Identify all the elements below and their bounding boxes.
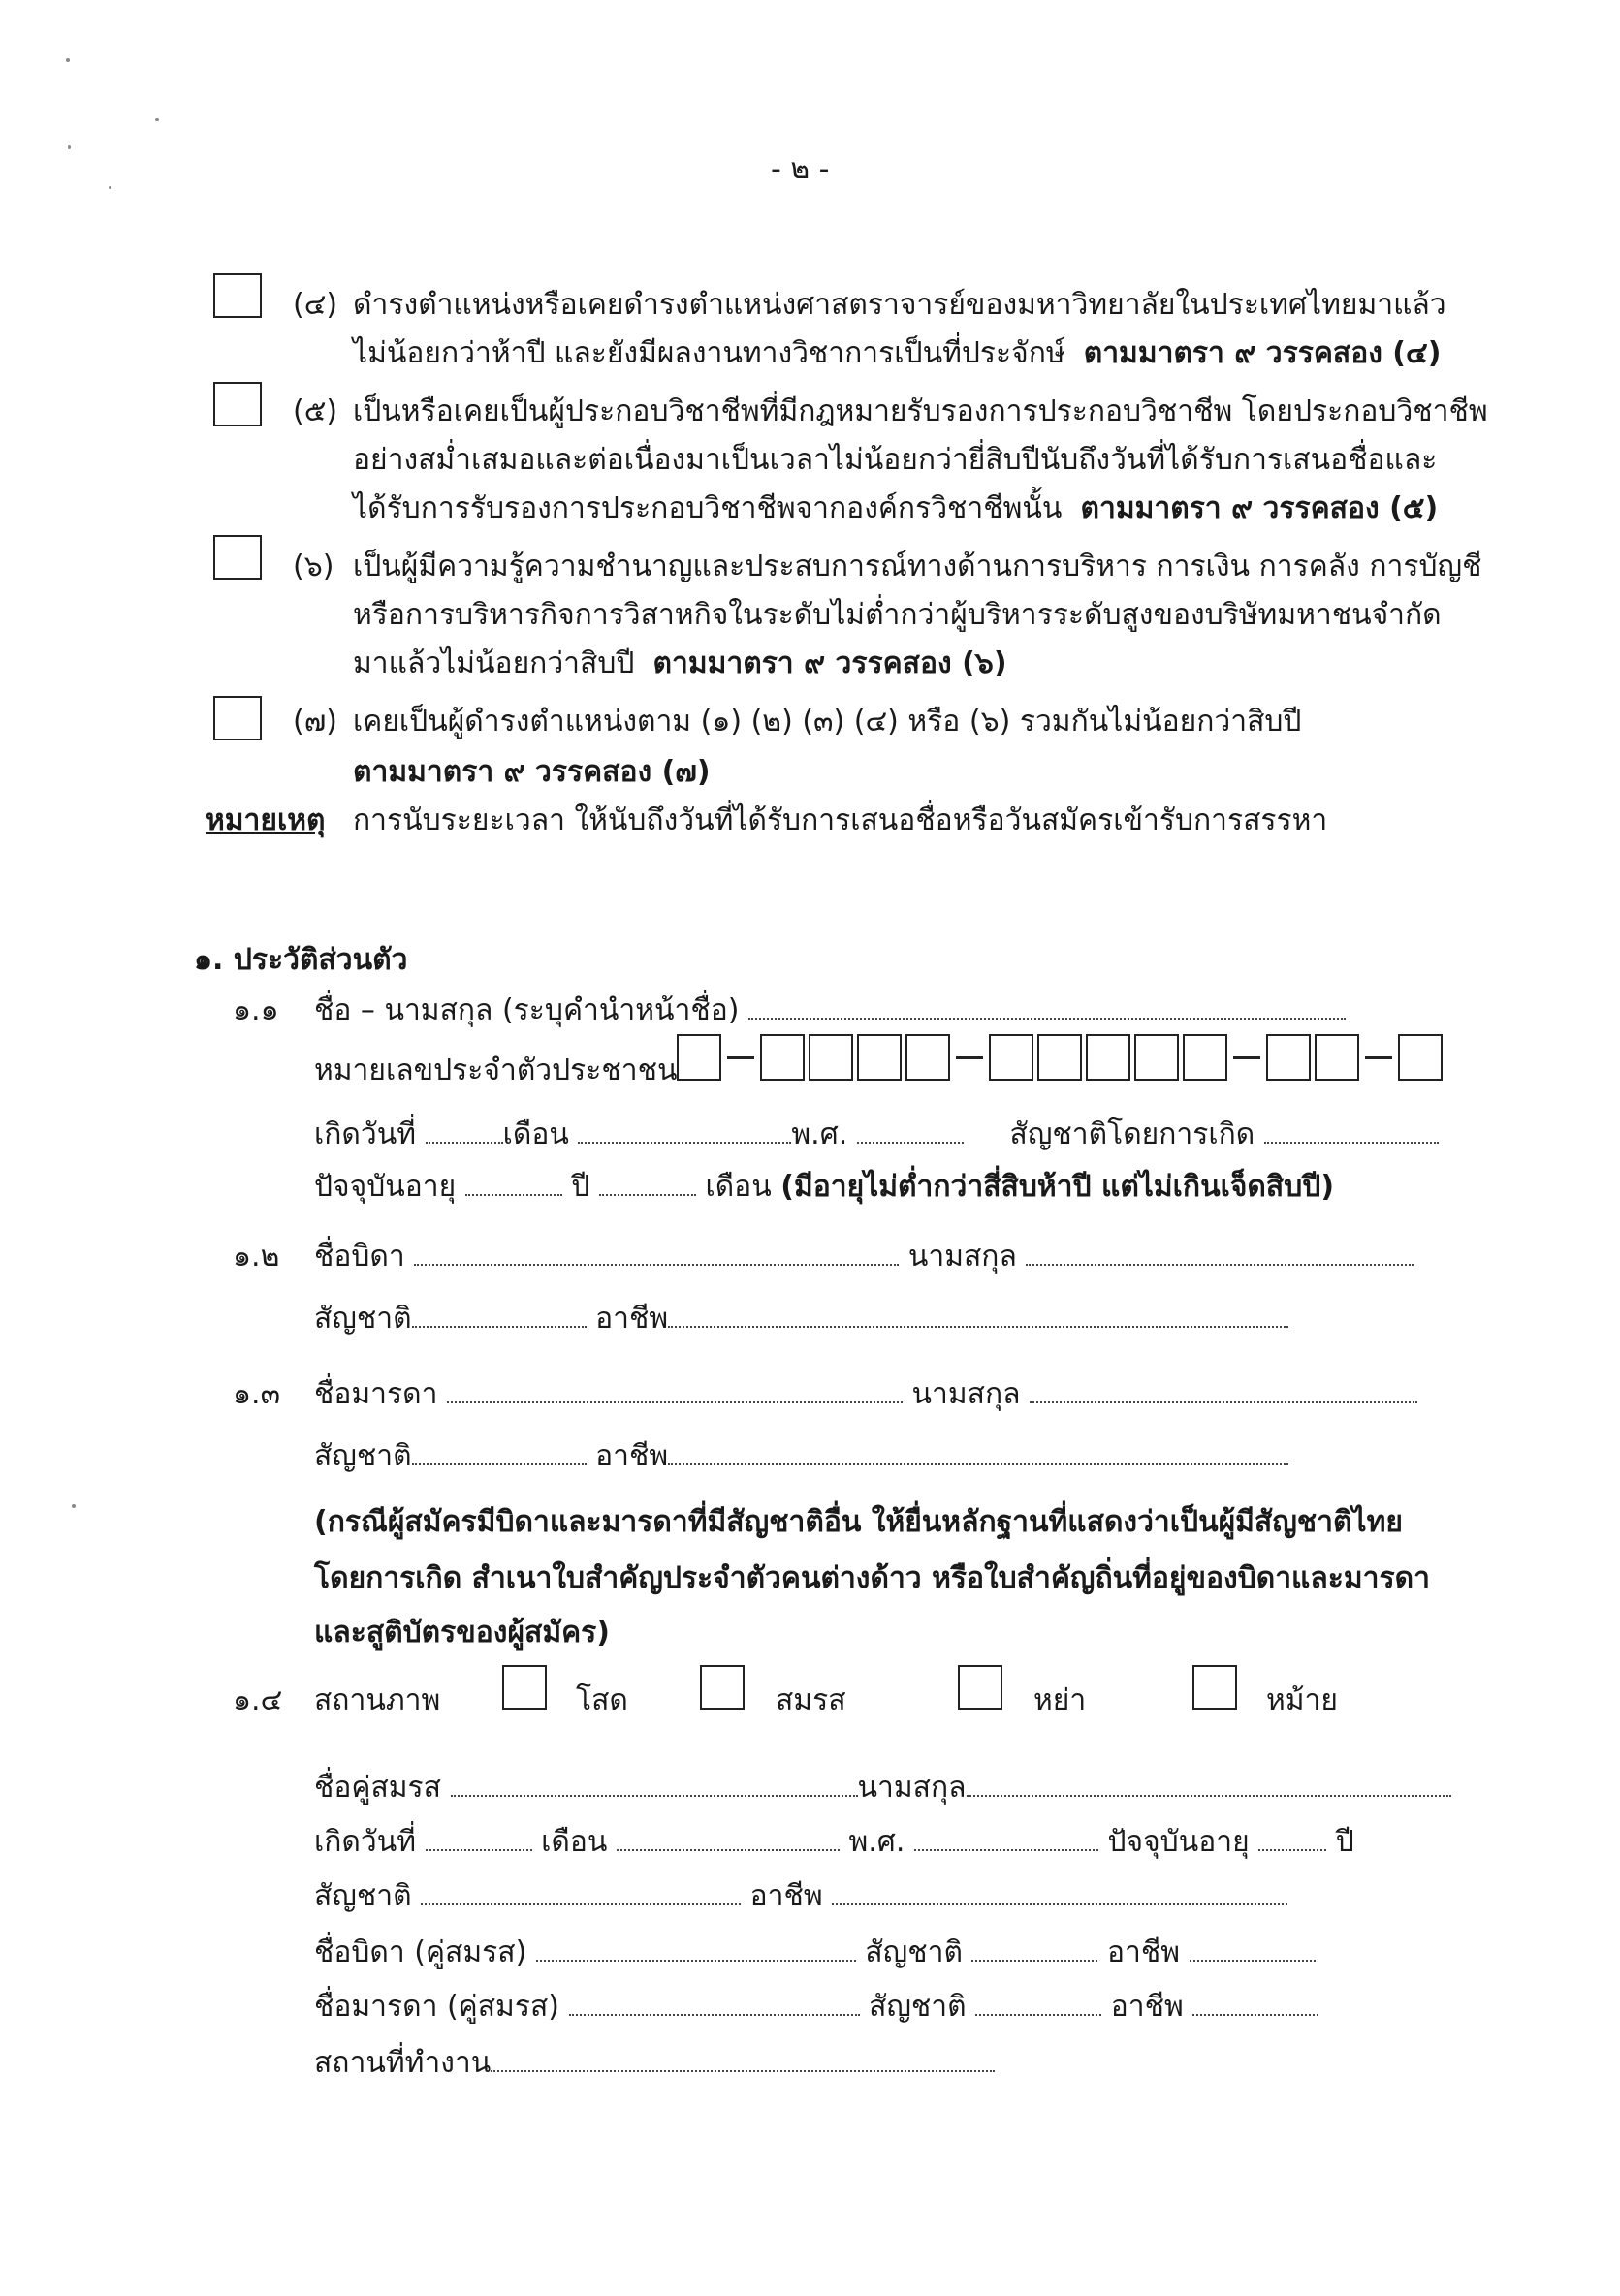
s11-month-field[interactable] (578, 1141, 791, 1144)
qualification-5-line1: เป็นหรือเคยเป็นผู้ประกอบวิชาชีพที่มีกฎหมายรับรองการประกอบวิชาชีพ โดยประกอบวิชาชีพ (353, 394, 1488, 428)
s13-occupation-label: อาชีพ (595, 1439, 669, 1473)
status-divorced-checkbox[interactable] (958, 1665, 1002, 1710)
spouse-surname-label: นามสกุล (857, 1771, 967, 1805)
spouse-age-field[interactable] (1258, 1848, 1326, 1851)
status-married-label: สมรส (776, 1683, 846, 1717)
s12-occupation-field[interactable] (668, 1325, 1288, 1328)
s11-name-row (314, 987, 1346, 1035)
status-single-checkbox[interactable] (502, 1665, 547, 1710)
spouse-mother-row (314, 1983, 1318, 2031)
status-single-label: โสด (576, 1683, 628, 1717)
id-digit-box[interactable] (1183, 1034, 1227, 1081)
note-label: หมายเหตุ (206, 803, 326, 837)
id-digit-box[interactable] (1037, 1034, 1082, 1081)
id-digit-box[interactable] (760, 1034, 805, 1081)
spouse-workplace-field[interactable] (491, 2069, 995, 2072)
qualification-7-number: (๗) (293, 705, 337, 739)
s11-age-label: ปัจจุบันอายุ (314, 1170, 457, 1204)
status-widowed-label: หม้าย (1266, 1683, 1338, 1717)
scan-speck (66, 58, 70, 62)
spouse-father-label: ชื่อบิดา (คู่สมรส) (314, 1935, 527, 1969)
spouse-age-label: ปัจจุบันอายุ (1107, 1825, 1250, 1859)
s12-name-label: ชื่อบิดา (314, 1240, 405, 1274)
s13-nationality-field[interactable] (412, 1463, 587, 1465)
qualification-7-checkbox[interactable] (213, 696, 262, 740)
spouse-name-row (314, 1764, 1451, 1812)
s11-year-field[interactable] (857, 1141, 964, 1144)
id-digit-box[interactable] (1266, 1034, 1311, 1081)
s11-age-row (314, 1163, 1334, 1211)
spouse-years-label: ปี (1335, 1825, 1354, 1859)
spouse-name-label: ชื่อคู่สมรส (314, 1771, 441, 1805)
spouse-father-nationality-field[interactable] (971, 1959, 1097, 1962)
spouse-workplace-label: สถานที่ทำงาน (314, 2046, 492, 2080)
spouse-mother-nationality-label: สัญชาติ (869, 1990, 967, 2024)
s11-nationality-birth-field[interactable] (1264, 1141, 1439, 1144)
status-widowed-checkbox[interactable] (1192, 1665, 1237, 1710)
s11-birth-row (314, 1111, 1439, 1159)
marital-status-label: สถานภาพ (314, 1683, 441, 1717)
spouse-surname-field[interactable] (967, 1794, 1451, 1797)
qualification-5-line2: อย่างสม่ำเสมอและต่อเนื่องมาเป็นเวลาไม่น้อยกว่ายี่สิบปีนับถึงวันที่ได้รับการเสนอชื่อและ (353, 443, 1438, 477)
id-digit-box[interactable] (905, 1034, 950, 1081)
spouse-mother-label: ชื่อมารดา (คู่สมรส) (314, 1990, 559, 2024)
id-separator (1365, 1056, 1392, 1059)
id-digit-box[interactable] (857, 1034, 902, 1081)
s12-number: ๑.๒ (233, 1240, 280, 1274)
id-digit-box[interactable] (677, 1034, 721, 1081)
id-digit-box[interactable] (809, 1034, 853, 1081)
spouse-name-field[interactable] (451, 1794, 858, 1797)
spouse-occupation-field[interactable] (832, 1903, 1287, 1905)
s11-year-label: พ.ศ. (791, 1117, 848, 1151)
qualification-6-number: (๖) (293, 550, 334, 583)
scan-speck (109, 186, 111, 189)
spouse-father-nationality-label: สัญชาติ (865, 1935, 963, 1969)
spouse-day-field[interactable] (426, 1848, 532, 1851)
s13-surname-label: นามสกุล (911, 1377, 1021, 1411)
qualification-4-line1: ดำรงตำแหน่งหรือเคยดำรงตำแหน่งศาสตราจารย์ของมหาวิทยาลัยในประเทศไทยมาแล้ว (353, 288, 1446, 322)
spouse-occupation-label: อาชีพ (749, 1879, 823, 1913)
status-married-checkbox[interactable] (700, 1665, 745, 1710)
id-digit-box[interactable] (1315, 1034, 1359, 1081)
s12-row2 (314, 1295, 1288, 1343)
s13-occupation-field[interactable] (668, 1463, 1288, 1465)
spouse-year-field[interactable] (914, 1848, 1098, 1851)
spouse-year-label: พ.ศ. (848, 1825, 905, 1859)
s11-id-label: หมายเลขประจำตัวประชาชน (314, 1054, 678, 1087)
s12-surname-label: นามสกุล (907, 1240, 1017, 1274)
qualification-4-line2: ไม่น้อยกว่าห้าปี และยังมีผลงานทางวิชาการเป็นที่ประจักษ์ ตามมาตรา ๙ วรรคสอง (๔) (353, 336, 1442, 370)
id-digit-box[interactable] (1398, 1034, 1443, 1081)
s13-row2 (314, 1432, 1288, 1481)
s13-name-label: ชื่อมารดา (314, 1377, 438, 1411)
status-divorced-label: หย่า (1033, 1683, 1087, 1717)
s13-row1 (314, 1370, 1417, 1419)
spouse-nationality-label: สัญชาติ (314, 1879, 412, 1913)
spouse-father-occupation-field[interactable] (1190, 1959, 1316, 1962)
spouse-born-label: เกิดวันที่ (314, 1825, 417, 1859)
qualification-5-line3: ได้รับการรับรองการประกอบวิชาชีพจากองค์กรวิชาชีพนั้น ตามมาตรา ๙ วรรคสอง (๕) (353, 491, 1439, 525)
id-digit-box[interactable] (1086, 1034, 1130, 1081)
spouse-father-row (314, 1929, 1316, 1977)
s13-name-field[interactable] (447, 1400, 903, 1403)
s11-born-label: เกิดวันที่ (314, 1117, 417, 1151)
spouse-workplace-row (314, 2039, 995, 2088)
page-number: - ๒ - (771, 152, 830, 186)
national-id-boxes (677, 1034, 1446, 1081)
s12-name-field[interactable] (414, 1263, 899, 1266)
section-heading: ๑. ประวัติส่วนตัว (194, 943, 408, 977)
spouse-nationality-field[interactable] (421, 1903, 741, 1905)
foreign-note-line3: และสูติบัตรของผู้สมัคร) (314, 1616, 610, 1650)
spouse-month-label: เดือน (541, 1825, 608, 1859)
scan-speck (68, 145, 71, 149)
id-digit-box[interactable] (1134, 1034, 1179, 1081)
qualification-5-checkbox[interactable] (213, 382, 262, 426)
qualification-4-ref: ตามมาตรา ๙ วรรคสอง (๔) (1083, 336, 1442, 370)
qualification-6-line3: มาแล้วไม่น้อยกว่าสิบปี ตามมาตรา ๙ วรรคสอง (๖) (353, 646, 1007, 680)
s11-nationality-birth-label: สัญชาติโดยการเกิด (1009, 1117, 1255, 1151)
qualification-6-line1: เป็นผู้มีความรู้ความชำนาญและประสบการณ์ทางด้านการบริหาร การเงิน การคลัง การบัญชี (353, 550, 1482, 583)
spouse-nationality-row (314, 1872, 1287, 1921)
qualification-6-checkbox[interactable] (213, 535, 262, 580)
s13-nationality-label: สัญชาติ (314, 1439, 412, 1473)
s12-nationality-field[interactable] (412, 1325, 587, 1328)
s11-name-label: ชื่อ – นามสกุล (ระบุคำนำหน้าชื่อ) (314, 993, 740, 1027)
s11-name-field[interactable] (748, 1017, 1346, 1020)
scan-speck (155, 118, 159, 121)
s11-age-months-field[interactable] (599, 1193, 696, 1196)
qualification-5-ref: ตามมาตรา ๙ วรรคสอง (๕) (1080, 491, 1439, 525)
s12-nationality-label: สัญชาติ (314, 1302, 412, 1336)
s13-number: ๑.๓ (233, 1377, 281, 1411)
s12-surname-field[interactable] (1026, 1263, 1414, 1266)
qualification-6-line2: หรือการบริหารกิจการวิสาหกิจในระดับไม่ต่ำกว่าผู้บริหารระดับสูงของบริษัทมหาชนจำกัด (353, 598, 1442, 632)
spouse-father-field[interactable] (536, 1959, 856, 1962)
foreign-note-line2: โดยการเกิด สำเนาใบสำคัญประจำตัวคนต่างด้าว หรือใบสำคัญถิ่นที่อยู่ของบิดาและมารดา (314, 1561, 1430, 1595)
spouse-birth-row (314, 1818, 1354, 1867)
s11-month-label: เดือน (502, 1117, 569, 1151)
id-digit-box[interactable] (989, 1034, 1033, 1081)
id-separator (727, 1056, 754, 1059)
id-separator (956, 1056, 983, 1059)
spouse-mother-nationality-field[interactable] (975, 2013, 1101, 2016)
s11-years-label: ปี (571, 1170, 590, 1204)
s11-months-label: เดือน (705, 1170, 772, 1204)
qualification-4-checkbox[interactable] (213, 273, 262, 318)
spouse-month-field[interactable] (617, 1848, 840, 1851)
note-text: การนับระยะเวลา ให้นับถึงวันที่ได้รับการเสนอชื่อหรือวันสมัครเข้ารับการสรรหา (353, 803, 1328, 837)
qualification-6-ref: ตามมาตรา ๙ วรรคสอง (๖) (652, 646, 1007, 680)
qualification-5-number: (๕) (293, 394, 338, 428)
spouse-mother-field[interactable] (569, 2013, 860, 2016)
spouse-father-occupation-label: อาชีพ (1107, 1935, 1181, 1969)
id-separator (1233, 1056, 1260, 1059)
s12-occupation-label: อาชีพ (595, 1302, 669, 1336)
qualification-4-number: (๔) (293, 288, 338, 322)
spouse-mother-occupation-label: อาชีพ (1110, 1990, 1184, 2024)
s11-age-years-field[interactable] (465, 1193, 562, 1196)
s13-surname-field[interactable] (1030, 1400, 1417, 1403)
s14-number: ๑.๔ (233, 1683, 283, 1717)
foreign-note-line1: (กรณีผู้สมัครมีบิดาและมารดาที่มีสัญชาติอื่น ให้ยื่นหลักฐานที่แสดงว่าเป็นผู้มีสัญชาติไทย (314, 1505, 1403, 1539)
qualification-7-ref: ตามมาตรา ๙ วรรคสอง (๗) (353, 755, 711, 789)
s11-number: ๑.๑ (233, 993, 279, 1027)
qualification-7-line1: เคยเป็นผู้ดำรงตำแหน่งตาม (๑) (๒) (๓) (๔) หรือ (๖) รวมกันไม่น้อยกว่าสิบปี (353, 705, 1302, 739)
s12-row1 (314, 1233, 1414, 1281)
s11-day-field[interactable] (426, 1141, 503, 1144)
scan-speck (72, 1504, 76, 1508)
spouse-mother-occupation-field[interactable] (1192, 2013, 1318, 2016)
s11-age-note: (มีอายุไม่ต่ำกว่าสี่สิบห้าปี แต่ไม่เกินเจ็ดสิบปี) (780, 1170, 1335, 1204)
